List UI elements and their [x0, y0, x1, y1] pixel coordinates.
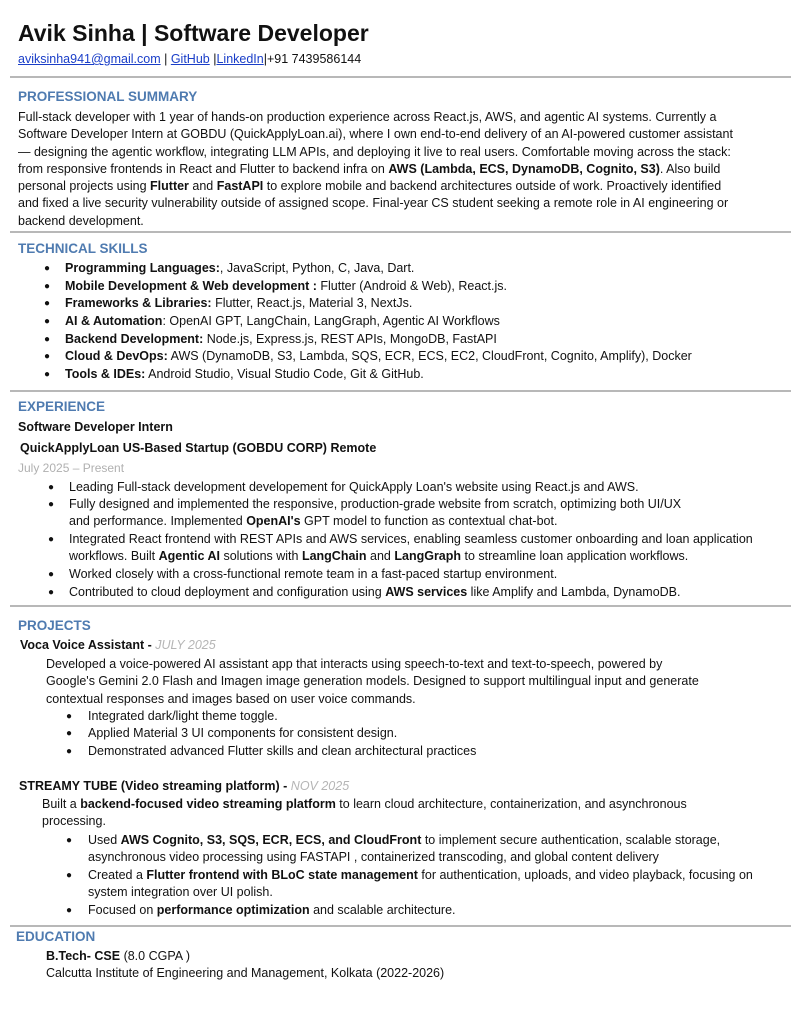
bullet-icon: ● [44, 263, 51, 274]
bullet-icon: ● [66, 905, 73, 916]
experience-bullet: Worked closely with a cross-functional remote team in a fast-paced startup environment. [69, 567, 558, 581]
separator: | [160, 52, 171, 66]
company-name: QuickApplyLoan US-Based Startup (GOBDU CORP) Remote [20, 441, 377, 455]
summary-line: Software Developer Intern at GOBDU (QuickApplyLoan.ai), where I own end-to-end delivery of an AI-powered customer assistant [18, 127, 733, 142]
skill-item: Mobile Development & Web development : Flutter (Android & Web), React.js. [65, 279, 508, 293]
summary-line: and fixed a live security vulnerability outside of assigned scope. Final-year CS student seeking a remote role in AI engineering or [18, 196, 729, 211]
bullet-icon: ● [48, 569, 55, 580]
project-bullet: Demonstrated advanced Flutter skills and clean architectural practices [88, 744, 477, 758]
bullet-icon: ● [66, 835, 73, 846]
linkedin-link[interactable]: LinkedIn [216, 52, 264, 66]
institution: Calcutta Institute of Engineering and Management, Kolkata (2022-2026) [46, 966, 445, 980]
bullet-icon: ● [48, 534, 55, 545]
section-title-experience: EXPERIENCE [18, 399, 106, 414]
divider [10, 390, 791, 392]
summary-line: backend development. [18, 213, 144, 228]
section-title-education: EDUCATION [16, 929, 96, 944]
section-title-skills: TECHNICAL SKILLS [18, 241, 148, 256]
project-bullet: Focused on performance optimization and scalable architecture. [88, 903, 456, 917]
divider [10, 605, 791, 607]
summary-line: personal projects using Flutter and FastAPI to explore mobile and backend architectures outside of work. Proactively identified [18, 179, 722, 194]
skill-item: AI & Automation: OpenAI GPT, LangChain, LangGraph, Agentic AI Workflows [65, 314, 500, 328]
job-title: Software Developer Intern [18, 420, 173, 434]
summary-line: from responsive frontends in React and Flutter to backend infra on AWS (Lambda, ECS, DynamoDB, Cognito, S3). Also build [18, 161, 721, 176]
bullet-icon: ● [66, 728, 73, 739]
email-link[interactable]: aviksinha941@gmail.com [18, 52, 161, 66]
bullet-icon: ● [44, 298, 51, 309]
skill-item: Frameworks & Libraries: Flutter, React.js, Material 3, NextJs. [65, 296, 413, 310]
skill-item: Backend Development: Node.js, Express.js, REST APIs, MongoDB, FastAPI [65, 332, 497, 346]
divider [10, 76, 791, 78]
summary-line: — designing the agentic workflow, integrating LLM APIs, and deploying it live to real users. Comfortable moving across the stack: [18, 144, 731, 159]
project-title: Voca Voice Assistant - JULY 2025 [20, 638, 216, 652]
project-date: JULY 2025 [155, 638, 216, 652]
experience-bullet: Fully designed and implemented the responsive, production-grade website from scratch, optimizing both UI/UX and performance. Implemented OpenAI's GPT model to function as contextual chat-bot. [69, 497, 682, 529]
project-description: Developed a voice-powered AI assistant app that interacts using speech-to-text and text-to-speech, powered by Google's Gemini 2.0 Flash and Imagen image generation models. Designed to support multilingual input and generate contextual responses and images based on user voice commands. [46, 657, 699, 706]
skill-item: Cloud & DevOps: AWS (DynamoDB, S3, Lambda, SQS, ECR, ECS, EC2, CloudFront, Cognito, Amplify), Docker [65, 349, 692, 363]
bullet-icon: ● [48, 499, 55, 510]
bullet-icon: ● [66, 870, 73, 881]
phone-number: |+91 7439586144 [263, 52, 362, 66]
bullet-icon: ● [44, 351, 51, 362]
project-bullet: Created a Flutter frontend with BLoC state management for authentication, uploads, and video playback, focusing on system integration over UI polish. [88, 868, 753, 900]
section-title-projects: PROJECTS [18, 618, 91, 633]
project-description: Built a backend-focused video streaming platform to learn cloud architecture, containerization, and asynchronous processing. [42, 797, 687, 829]
experience-bullet: Integrated React frontend with REST APIs and AWS services, enabling seamless customer onboarding and loan application workflows. Built Agentic AI solutions with LangChain and LangGraph to streamline loan application workflows. [69, 532, 753, 564]
experience-bullet: Leading Full-stack development developement for QuickApply Loan's website using React.js and AWS. [69, 480, 639, 494]
bullet-icon: ● [44, 316, 51, 327]
project-title: STREAMY TUBE (Video streaming platform) - NOV 2025 [19, 779, 350, 793]
github-link[interactable]: GitHub [170, 52, 210, 66]
skill-item: Tools & IDEs: Android Studio, Visual Studio Code, Git & GitHub. [65, 367, 424, 381]
summary-line: Full-stack developer with 1 year of hands-on production experience across React.js, AWS, and agentic AI systems. Currently a [18, 110, 717, 124]
bullet-icon: ● [66, 746, 73, 757]
experience-bullet: Contributed to cloud deployment and configuration using AWS services like Amplify and Lambda, DynamoDB. [69, 585, 681, 599]
project-bullet: Applied Material 3 UI components for consistent design. [88, 726, 398, 740]
summary-text [18, 109, 778, 230]
bullet-icon: ● [44, 334, 51, 345]
bullet-icon: ● [66, 711, 73, 722]
divider [10, 231, 791, 233]
separator: | [209, 52, 217, 66]
divider [10, 925, 791, 927]
employment-date: July 2025 – Present [18, 461, 125, 475]
project-bullet: Used AWS Cognito, S3, SQS, ECR, ECS, and CloudFront to implement secure authentication, scalable storage, asynchronous video processing using FASTAPI , containerized transcoding, and global content delivery [88, 833, 721, 865]
project-bullet: Integrated dark/light theme toggle. [88, 709, 278, 723]
bullet-icon: ● [44, 281, 51, 292]
bullet-icon: ● [48, 482, 55, 493]
skill-item: Programming Languages:, JavaScript, Python, C, Java, Dart. [65, 261, 415, 275]
contact-line [18, 52, 361, 66]
section-title-summary: PROFESSIONAL SUMMARY [18, 89, 198, 104]
bullet-icon: ● [44, 369, 51, 380]
candidate-name: Avik Sinha | Software Developer [18, 20, 369, 46]
degree: B.Tech- CSE (8.0 CGPA ) [46, 949, 191, 963]
project-date: NOV 2025 [290, 779, 350, 793]
bullet-icon: ● [48, 587, 55, 598]
